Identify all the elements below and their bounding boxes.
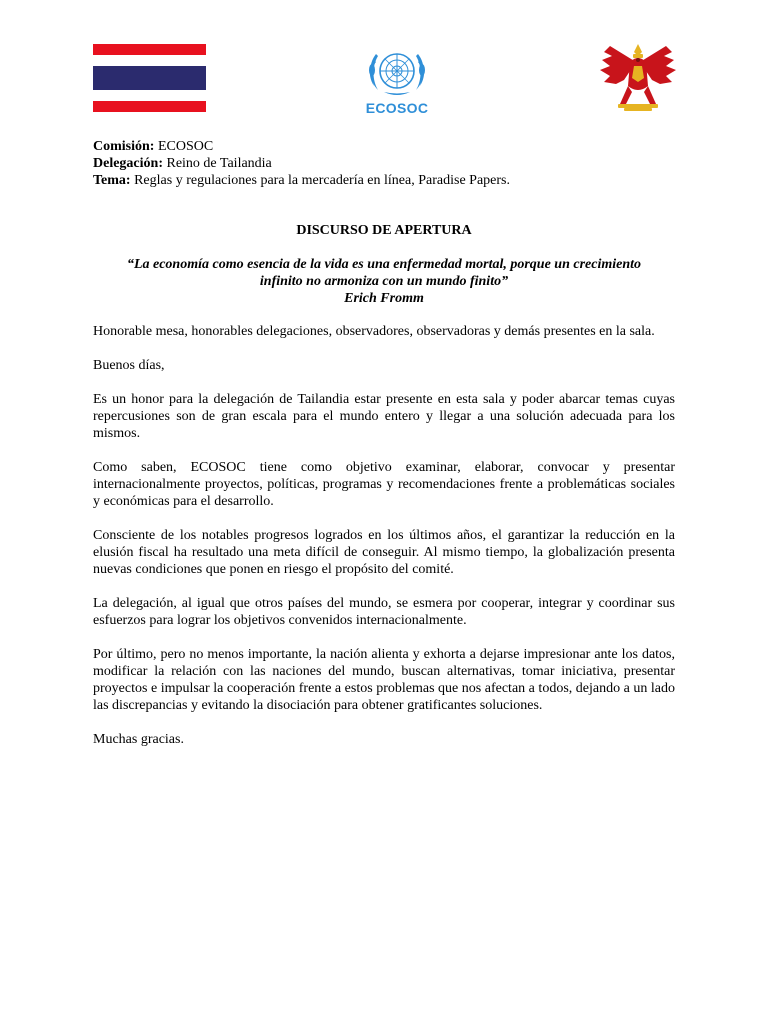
- tema-value: Reglas y regulaciones para la mercadería en línea, Paradise Papers.: [130, 173, 510, 188]
- garuda-emblem-icon: [600, 42, 676, 114]
- ecosoc-logo-text: ECOSOC: [365, 100, 429, 116]
- speech-body: [93, 323, 675, 765]
- delegacion-value: Reino de Tailandia: [162, 156, 272, 171]
- document-title: DISCURSO DE APERTURA: [296, 223, 472, 238]
- epigraph-quote: [93, 256, 675, 307]
- quote-line-1: “La economía como esencia de la vida es una enfermedad mortal, porque un crecimiento: [126, 257, 642, 272]
- paragraph: La delegación, al igual que otros países del mundo, se esmera por cooperar, integrar y coordinar sus esfuerzos para lograr los objetivos convenidos internacionalmente.: [93, 596, 675, 628]
- quote-line-2: infinito no armoniza con un mundo finito”: [259, 274, 509, 289]
- paragraph: Honorable mesa, honorables delegaciones, observadores, observadoras y demás presentes en la sala.: [93, 324, 655, 339]
- meta-comision: [93, 138, 683, 155]
- comision-label: Comisión:: [93, 139, 155, 154]
- document-header: [0, 40, 768, 120]
- document-meta: [93, 138, 683, 189]
- paragraph: Buenos días,: [93, 358, 165, 373]
- meta-tema: [93, 172, 683, 189]
- paragraph: Consciente de los notables progresos logrados en los últimos años, el garantizar la reducción en la elusión fiscal ha resultado una meta difícil de conseguir. Al mismo tiempo, la globalización presenta nuevas condiciones que ponen en riesgo el propósito del comité.: [93, 528, 675, 577]
- paragraph: Por último, pero no menos importante, la nación alienta y exhorta a dejarse impresionar ante los datos, modificar la relación con las naciones del mundo, buscan alternativas, tomar iniciativa, presentar proyectos e impulsar la cooperación frente a estos problemas que nos afectan a todos, dejando a un lado las discrepancias y evitando la disociación para obtener gratificantes soluciones.: [93, 647, 675, 713]
- paragraph: Como saben, ECOSOC tiene como objetivo examinar, elaborar, convocar y presentar internacionalmente proyectos, políticas, programas y recomendaciones frente a problemáticas sociales y económicas para el desarrollo.: [93, 460, 675, 509]
- paragraph: Muchas gracias.: [93, 732, 184, 747]
- thailand-flag-icon: [93, 44, 206, 112]
- paragraph: Es un honor para la delegación de Tailandia estar presente en esta sala y poder abarcar temas cuyas repercusiones son de gran escala para el mundo entero y llegar a una solución adecuada para los mismos.: [93, 392, 675, 441]
- meta-delegacion: [93, 155, 683, 172]
- quote-author: Erich Fromm: [344, 291, 424, 306]
- delegacion-label: Delegación:: [93, 156, 163, 171]
- comision-value: ECOSOC: [154, 139, 214, 154]
- tema-label: Tema:: [93, 173, 131, 188]
